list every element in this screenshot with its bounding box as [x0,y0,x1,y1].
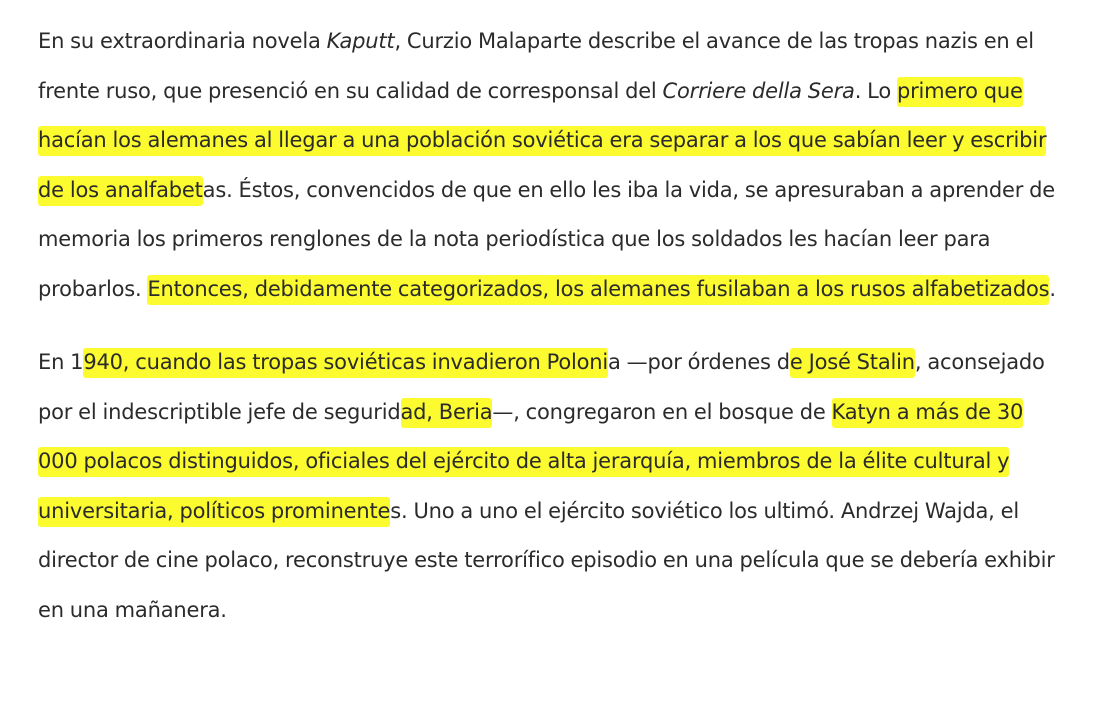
text-segment: s. Uno a uno el ejército soviético los ultimó. Andrzej Wajda, el director de cine polaco, reconstruye este terrorífico episodio en una película que se debería exhibir en una mañanera. [38,498,1055,622]
text-segment: as. Éstos, convencidos de que en ello les iba la vida, se apresuraban a aprender de memoria los primeros renglones de la nota periodística que los soldados les hacían leer para probarlos. [38,177,1055,301]
paragraph-katyn [38,338,1068,635]
text-segment: . [1049,276,1056,301]
text-segment: En 1 [38,350,84,374]
highlighted-text: ad, Beria [401,398,493,428]
paragraph-kaputt [38,17,1068,314]
highlighted-text: e José Stalin [790,348,915,378]
highlighted-text: Entonces, debidamente categorizados, los alemanes fusilaban a los rusos alfabetizados [147,275,1049,305]
text-segment: , aconsejado por el indescriptible jefe de segurid [38,350,1045,424]
highlighted-text: 940, cuando las tropas soviéticas invadieron Poloni [83,348,608,378]
highlighted-text: Katyn a más de 30 000 polacos distinguidos, oficiales del ejército de alta jerarquía, miembros de la élite cultural y universitaria, políticos prominente [38,398,1023,527]
text-segment: . Lo [854,78,897,103]
text-segment: —, congregaron en el bosque de [492,399,832,424]
highlighted-text: primero que hacían los alemanes al llegar a una población soviética era separar a los que sabían leer y escribir de los analfabet [38,77,1046,206]
text-segment: a —por órdenes d [608,350,790,374]
text-segment: , Curzio Malaparte describe el avance de las tropas nazis en el frente ruso, que presenció en su calidad de corresponsal del [38,29,1034,103]
text-segment: En su extraordinaria novela [38,29,327,53]
newspaper-title-italic: Corriere della Sera [662,78,855,103]
book-title-italic: Kaputt [326,29,395,53]
article-body [38,17,1068,635]
